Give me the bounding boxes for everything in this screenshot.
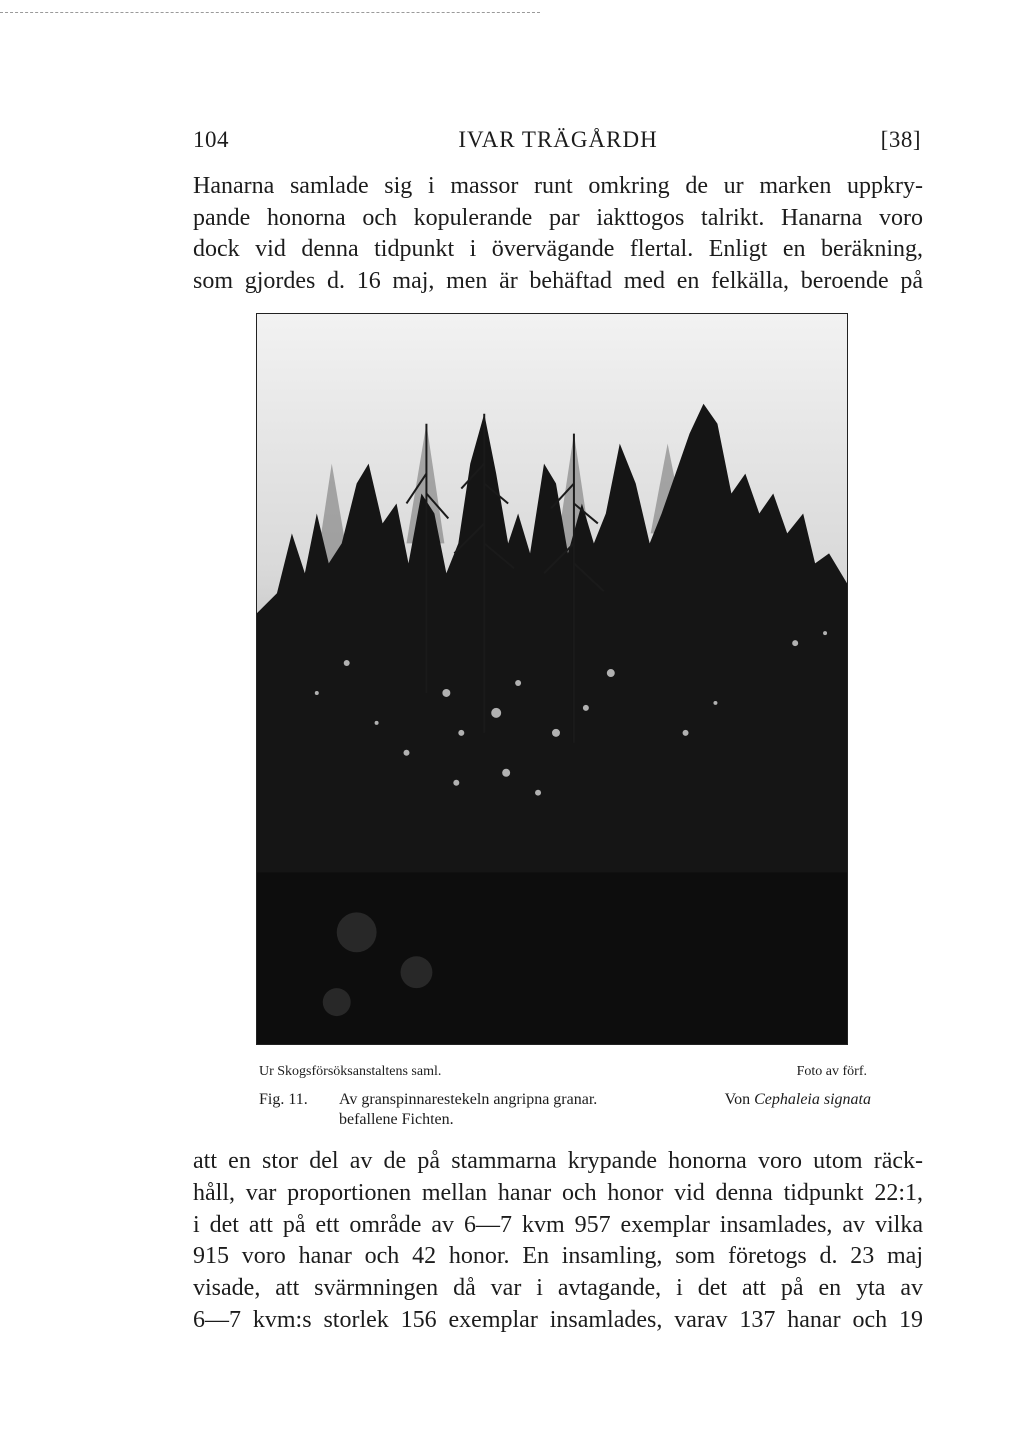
body-paragraph-bottom — [193, 1146, 923, 1337]
text-line: som gjordes d. 16 maj, men är behäftad med en felkälla, beroende på — [193, 267, 923, 294]
section-number: [38] — [880, 127, 921, 152]
text-line: visade, att svärmningen då var i avtagande, i det att på en yta av — [193, 1275, 923, 1302]
body-paragraph-top — [193, 171, 923, 297]
text-line: att en stor del av de på stammarna krypande honorna voro utom räck- — [193, 1148, 923, 1174]
text-line: pande honorna och kopulerande par iakttogos talrikt. Hanarna voro — [193, 204, 923, 231]
spruce-forest-photo — [257, 314, 847, 1044]
text-line: 915 voro hanar och 42 honor. En insamling, som företogs d. 23 maj — [193, 1243, 923, 1270]
running-head-author: IVAR TRÄGÅRDH — [458, 127, 658, 152]
photographer-credit: Foto av förf. — [796, 1064, 867, 1079]
caption-species: Cephaleia signata — [754, 1091, 871, 1108]
forest-photograph — [256, 313, 848, 1045]
photo-source: Ur Skogsförsöksanstaltens saml. — [259, 1064, 442, 1079]
text-line: i det att på ett område av 6—7 kvm 957 exemplar insamlades, av vilka — [193, 1211, 923, 1238]
text-line: dock vid denna tidpunkt i övervägande flertal. Enligt en beräkning, — [193, 236, 923, 262]
caption-german-end: befallene Fichten. — [339, 1111, 454, 1128]
page-number: 104 — [193, 127, 229, 152]
scan-edge-rule — [0, 12, 540, 13]
caption-german-start — [725, 1090, 871, 1110]
caption-von: Von — [724, 1091, 751, 1108]
text-line: håll, var proportionen mellan hanar och honor vid denna tidpunkt 22:1, — [193, 1179, 923, 1206]
text-line: 6—7 kvm:s storlek 156 exemplar insamlades, varav 137 hanar och 19 — [193, 1306, 923, 1333]
text-line: Hanarna samlade sig i massor runt omkring de ur marken uppkry- — [193, 173, 923, 199]
figure-caption — [259, 1090, 871, 1130]
running-head — [193, 127, 923, 161]
figure-label: Fig. 11. — [259, 1091, 308, 1108]
caption-swedish: Av granspinnarestekeln angripna granar. — [339, 1091, 598, 1108]
